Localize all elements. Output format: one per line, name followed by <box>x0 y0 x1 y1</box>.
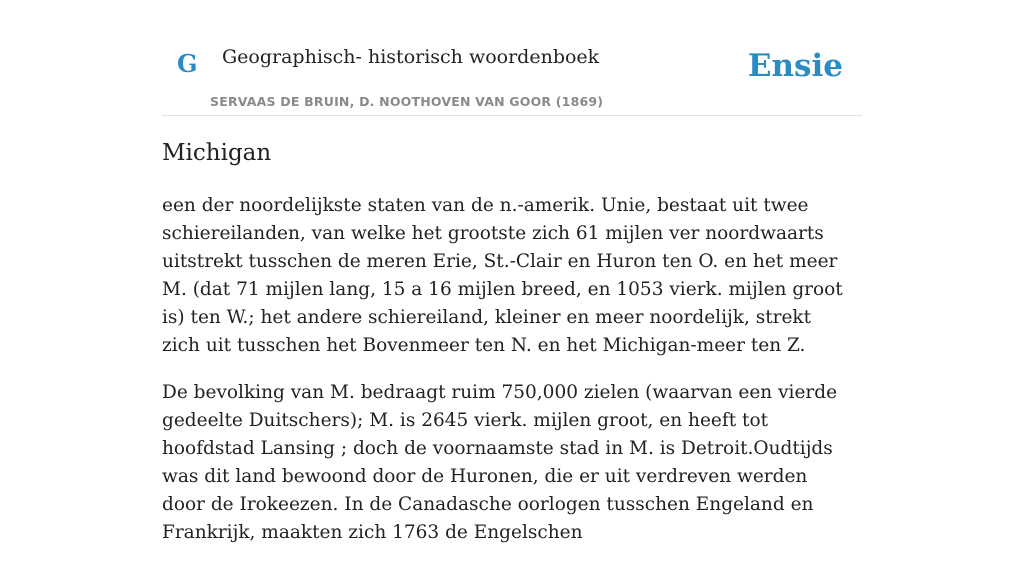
entry-body <box>162 192 852 566</box>
book-author: SERVAAS DE BRUIN, D. NOOTHOVEN VAN GOOR (1869) <box>210 94 604 109</box>
book-title-link[interactable]: Geographisch- historisch woordenboek <box>222 46 600 68</box>
entry-paragraph: een der noordelijkste staten van de n.-amerik. Unie, bestaat uit twee schiereilanden, van welke het grootste zich 61 mijlen ver noordwaarts uitstrekt tusschen de meren Erie, St.-Clair en Huron ten O. en het meer M. (dat 71 mijlen lang, 15 a 16 mijlen breed, en 1053 vierk. mijlen groot is) ten W.; het andere schiereiland, kleiner en meer noordelijk, strekt zich uit tusschen het Bovenmeer ten N. en het Michigan-meer ten Z. <box>162 195 843 356</box>
entry-paragraph: De bevolking van M. bedraagt ruim 750,000 zielen (waarvan een vierde gedeelte Duitschers); M. is 2645 vierk. mijlen groot, en heeft tot hoofdstad Lansing ; doch de voornaamste stad in M. is Detroit.Oudtijds was dit land bewoond door de Huronen, die er uit verdreven werden door de Irokeezen. In de Canadasche oorlogen tusschen Engeland en Frankrijk, maakten zich 1763 de Engelschen <box>162 382 838 543</box>
book-letter-logo[interactable]: G <box>177 49 198 78</box>
entry-title: Michigan <box>162 140 272 166</box>
book-header <box>162 0 862 116</box>
ensie-logo-link[interactable]: Ensie <box>747 48 843 84</box>
